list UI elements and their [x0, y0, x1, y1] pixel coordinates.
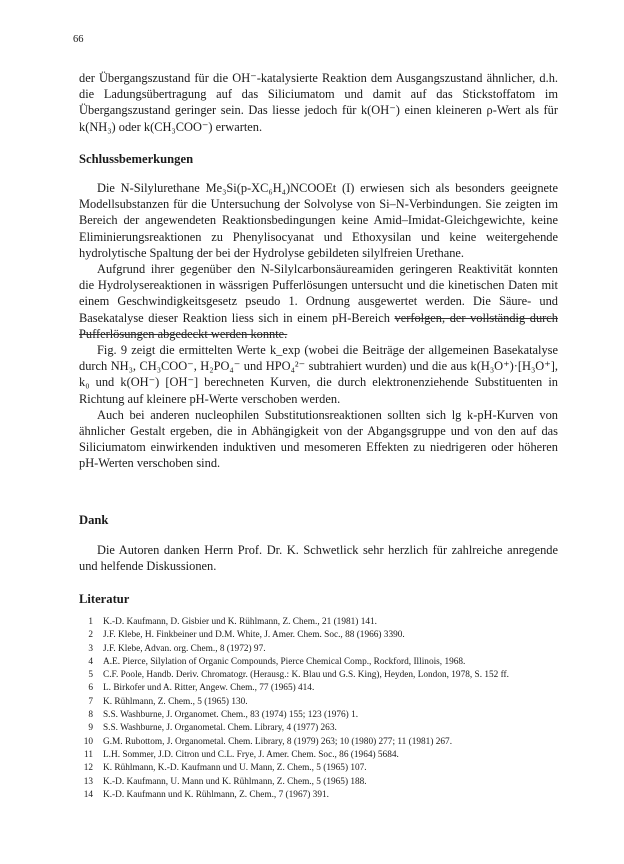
- reference-item: [79, 616, 559, 629]
- paragraph-3: Fig. 9 zeigt die ermittelten Werte k_exp (wobei die Beiträge der allgemeinen Basekatalyse durch NH₃, CH₃COO⁻, H₂PO₄⁻ und HPO₄²⁻ subtrahiert wurden) und die aus k(H₃O⁺)·[H₃O⁺], k₀ und k(OH⁻) [OH⁻] berechneten Kurven, die durch elektronenziehende Substituenten in Richtung auf kleinere pH-Werte verschoben werden.: [79, 343, 558, 406]
- reference-number: 8: [88, 710, 93, 721]
- reference-text: S.S. Washburne, J. Organomet. Chem., 83 (1974) 155; 123 (1976) 1.: [103, 710, 359, 721]
- reference-text: K.-D. Kaufmann, D. Gisbier und K. Rühlmann, Z. Chem., 21 (1981) 141.: [103, 617, 377, 627]
- reference-item: [79, 696, 559, 709]
- reference-text: S.S. Washburne, J. Organometal. Chem. Library, 4 (1977) 263.: [103, 723, 337, 734]
- reference-number: 7: [88, 696, 93, 707]
- reference-list: [79, 616, 559, 802]
- reference-number: 6: [88, 683, 93, 694]
- intro-paragraph: der Übergangszustand für die OH⁻-katalysierte Reaktion dem Ausgangszustand ähnlicher, d.h. die Ladungsübertragung auf das Siliciumatom und damit auf das Stickstoffatom im Übergangszustand geringer sein. Das liesse jedoch für k(OH⁻) einen kleineren ρ-Wert als für k(NH₃) oder k(CH₃COO⁻) erwarten.: [79, 71, 558, 134]
- reference-text: L.H. Sommer, J.D. Citron und C.L. Frye, J. Amer. Chem. Soc., 86 (1964) 5684.: [103, 749, 399, 760]
- heading-dank: Dank: [79, 513, 109, 527]
- page-number: 66: [73, 34, 84, 45]
- reference-text: K.-D. Kaufmann, U. Mann und K. Rühlmann, Z. Chem., 5 (1965) 188.: [103, 776, 367, 787]
- reference-item: [79, 709, 559, 722]
- paragraph-2-text: Aufgrund ihrer gegenüber den N-Silylcarbonsäureamiden geringeren Reaktivität konnten die Hydrolysereaktionen in wässrigen Pufferlösungen untersucht und die kinetischen Daten mit einem Geschwindigkeitsgesetz pseudo 1. Ordnung ausgewertet werden. Die Säure- und Basekatalyse dieser Reaktion liess sich in einem pH-Bereich: [79, 262, 558, 325]
- dank-paragraph: Die Autoren danken Herrn Prof. Dr. K. Schwetlick sehr herzlich für zahlreiche anregende und helfende Diskussionen.: [79, 543, 558, 574]
- reference-item: [79, 776, 559, 789]
- reference-number: 1: [88, 617, 93, 627]
- paragraph-1: Die N-Silylurethane Me₃Si(p-XC₆H₄)NCOOEt (I) erwiesen sich als besonders geeignete Modellsubstanzen für die Untersuchung der Solvolyse von Si–N-Verbindungen. Sie zeigten im Bereich der angewendeten Reaktionsbedingungen keine Amid–Imidat-Gleichgewichte, keine Eliminierungsreaktionen zu Phenylisocyanat und Ethoxysilan und keine weitergehende hydrolytische Spaltung der bei der Hydrolyse gebildeten silylfreien Urethane.: [79, 181, 558, 260]
- reference-number: 3: [88, 643, 93, 654]
- reference-item: [79, 722, 559, 735]
- reference-number: 4: [88, 656, 93, 667]
- paragraph-2-struck-text: verfolgen, der vollständig durch Pufferlösungen abgedeckt werden konnte.: [79, 310, 558, 341]
- reference-text: K. Rühlmann, Z. Chem., 5 (1965) 130.: [103, 696, 248, 707]
- reference-item: [79, 682, 559, 695]
- section-dank: [79, 542, 558, 574]
- reference-item: [79, 669, 559, 682]
- reference-item: [79, 643, 559, 656]
- reference-text: J.F. Klebe, Advan. org. Chem., 8 (1972) 97.: [103, 643, 266, 654]
- reference-number: 11: [84, 749, 93, 760]
- intro-paragraph-block: [79, 70, 558, 135]
- reference-number: 14: [83, 789, 93, 800]
- reference-text: G.M. Rubottom, J. Organometal. Chem. Library, 8 (1979) 263; 10 (1980) 277; 11 (1981) 267.: [103, 736, 453, 747]
- reference-text: C.F. Poole, Handb. Deriv. Chromatogr. (Herausg.: K. Blau und G.S. King), Heyden, London, 1978, S. 152 ff.: [103, 670, 509, 681]
- reference-number: 2: [88, 630, 93, 641]
- reference-number: 12: [83, 763, 93, 774]
- reference-text: J.F. Klebe, H. Finkbeiner und D.M. White, J. Amer. Chem. Soc., 88 (1966) 3390.: [103, 630, 405, 641]
- paragraph-2: [79, 261, 558, 342]
- reference-item: [79, 656, 559, 669]
- reference-item: [79, 736, 559, 749]
- reference-text: K. Rühlmann, K.-D. Kaufmann und U. Mann, Z. Chem., 5 (1965) 107.: [103, 763, 367, 774]
- section-schlussbemerkungen: [79, 180, 558, 472]
- reference-number: 5: [88, 670, 93, 681]
- reference-number: 10: [83, 736, 93, 747]
- reference-number: 9: [88, 723, 93, 734]
- reference-text: L. Birkofer und A. Ritter, Angew. Chem., 77 (1965) 414.: [103, 683, 315, 694]
- heading-schlussbemerkungen: Schlussbemerkungen: [79, 152, 194, 166]
- paragraph-4: Auch bei anderen nucleophilen Substitutionsreaktionen sollten sich lg k-pH-Kurven von ähnlicher Gestalt ergeben, die in Abhängigkeit von der Abgangsgruppe und von den auf das Siliciumatom einwirkenden induktiven und mesomeren Effekten zu niedrigeren oder höheren pH-Werten verschoben sind.: [79, 407, 558, 471]
- heading-literatur: Literatur: [79, 592, 130, 606]
- reference-item: [79, 629, 559, 642]
- reference-text: K.-D. Kaufmann und K. Rühlmann, Z. Chem., 7 (1967) 391.: [103, 789, 329, 800]
- reference-item: [79, 789, 559, 802]
- reference-text: A.E. Pierce, Silylation of Organic Compounds, Pierce Chemical Comp., Rockford, Illinois, 1968.: [103, 656, 466, 667]
- reference-item: [79, 762, 559, 775]
- reference-item: [79, 749, 559, 762]
- reference-number: 13: [83, 776, 93, 787]
